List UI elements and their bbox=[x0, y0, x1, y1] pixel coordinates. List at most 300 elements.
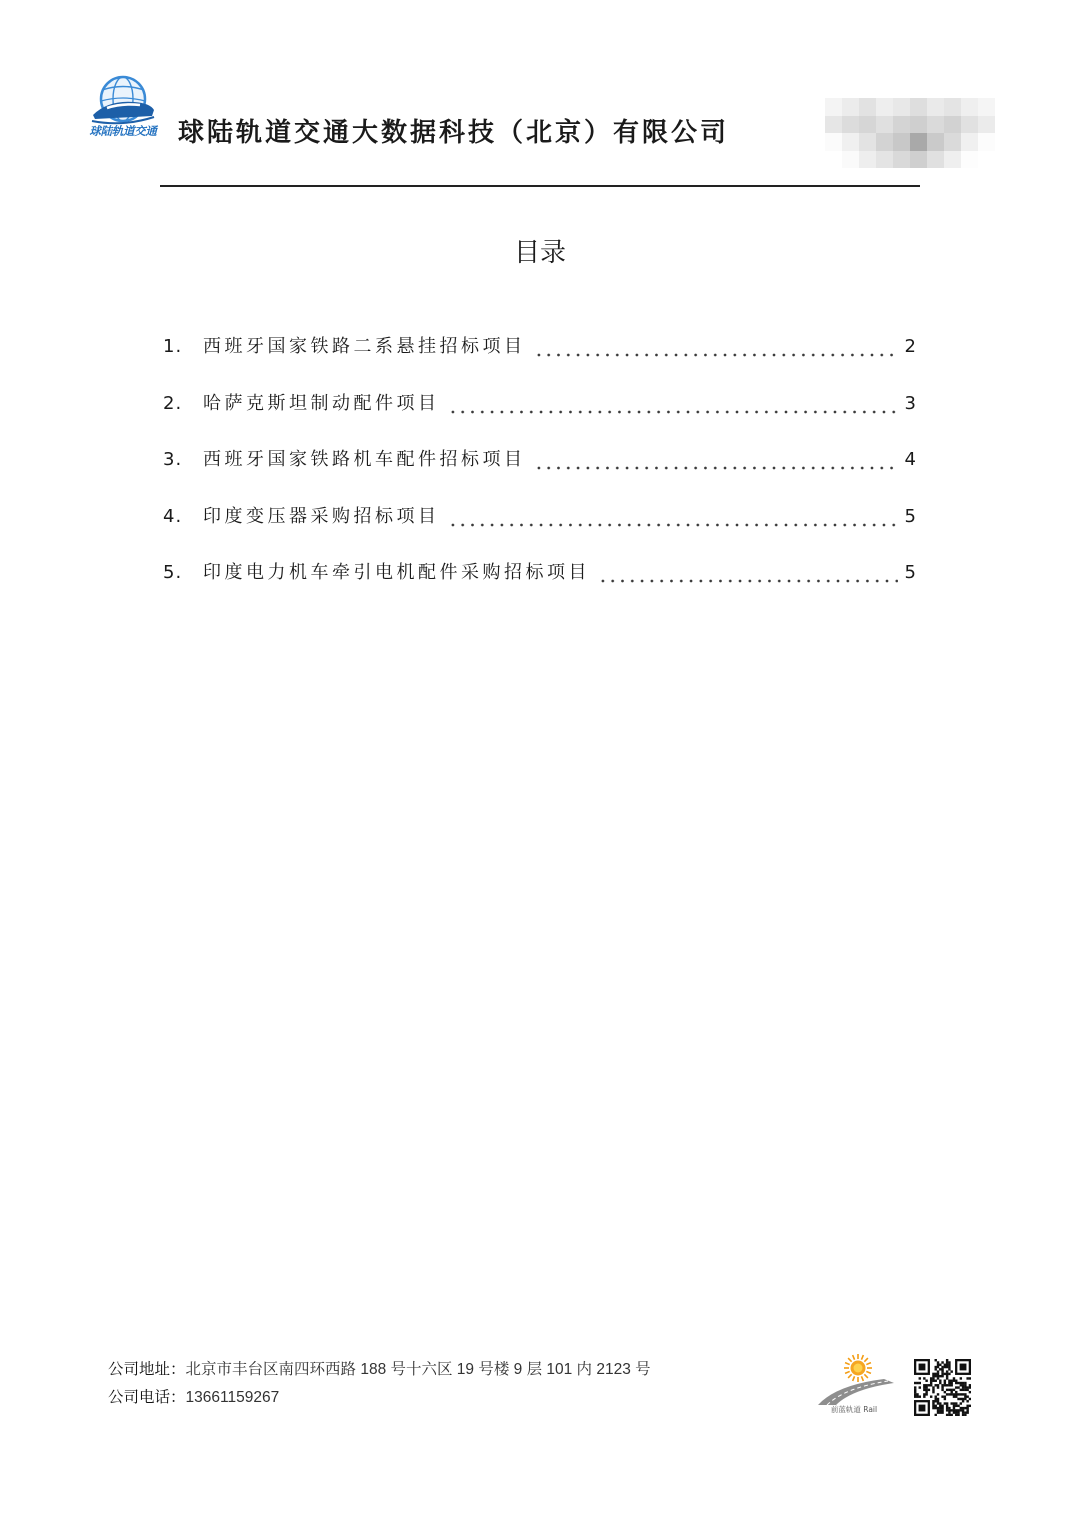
qr-module bbox=[941, 1361, 943, 1363]
mosaic-cell bbox=[910, 98, 927, 116]
sun-ray bbox=[866, 1371, 871, 1373]
qr-module bbox=[950, 1393, 952, 1395]
toc-entry-number: 1. bbox=[163, 336, 183, 357]
mosaic-cell bbox=[842, 151, 859, 169]
mosaic-cell bbox=[910, 133, 927, 151]
qr-module bbox=[969, 1391, 971, 1393]
qr-module bbox=[948, 1393, 950, 1395]
qr-module bbox=[914, 1395, 916, 1397]
toc-entry-number: 5. bbox=[163, 562, 183, 583]
qr-module bbox=[932, 1389, 934, 1391]
qr-module bbox=[960, 1402, 962, 1404]
qr-module bbox=[946, 1407, 948, 1409]
header-divider bbox=[160, 185, 920, 187]
qr-module bbox=[946, 1393, 948, 1395]
qr-module bbox=[919, 1364, 926, 1371]
qr-module bbox=[939, 1411, 941, 1413]
mosaic-cell bbox=[978, 133, 995, 151]
qr-module bbox=[960, 1407, 962, 1409]
toc-entry-number: 3. bbox=[163, 449, 183, 470]
qr-module bbox=[966, 1395, 968, 1397]
qr-module bbox=[946, 1389, 948, 1391]
partner-logo-caption: 前蓝轨道 Rail bbox=[830, 1405, 878, 1414]
qr-module bbox=[914, 1391, 916, 1393]
mosaic-cell bbox=[859, 98, 876, 116]
qr-module bbox=[955, 1386, 957, 1388]
qr-module bbox=[969, 1405, 971, 1407]
mosaic-cell bbox=[893, 116, 910, 134]
toc-entry[interactable] bbox=[163, 446, 916, 503]
sun-ray bbox=[853, 1376, 855, 1381]
mosaic-cell bbox=[927, 151, 944, 169]
toc-entry[interactable] bbox=[163, 559, 916, 616]
qr-module bbox=[964, 1384, 966, 1386]
qr-module bbox=[930, 1384, 932, 1386]
qr-module bbox=[957, 1411, 959, 1413]
qr-module bbox=[925, 1393, 927, 1395]
qr-module bbox=[957, 1405, 959, 1407]
mosaic-cell bbox=[876, 98, 893, 116]
sun-ray bbox=[864, 1358, 868, 1362]
mosaic-cell bbox=[825, 98, 842, 116]
qr-module bbox=[923, 1389, 925, 1391]
qr-module bbox=[964, 1411, 966, 1413]
mosaic-cell bbox=[961, 133, 978, 151]
qr-module bbox=[919, 1377, 921, 1379]
toc-list bbox=[163, 333, 916, 616]
qr-module bbox=[932, 1400, 934, 1402]
toc-entry[interactable] bbox=[163, 390, 916, 447]
toc-entry-number: 2. bbox=[163, 392, 183, 414]
qr-module bbox=[944, 1395, 946, 1397]
footer-address-line bbox=[108, 1356, 651, 1384]
qr-module bbox=[941, 1384, 943, 1386]
qr-module bbox=[966, 1377, 968, 1379]
qr-module bbox=[957, 1409, 959, 1411]
qr-module bbox=[953, 1405, 955, 1407]
qr-module bbox=[950, 1382, 952, 1384]
qr-module bbox=[955, 1380, 957, 1382]
qr-module bbox=[919, 1386, 921, 1388]
qr-module bbox=[937, 1384, 939, 1386]
qr-module bbox=[960, 1382, 962, 1384]
qr-module bbox=[955, 1411, 957, 1413]
sun-ray bbox=[848, 1374, 852, 1378]
qr-module bbox=[935, 1398, 937, 1400]
qr-module bbox=[966, 1389, 968, 1391]
sun-ray bbox=[853, 1355, 855, 1360]
qr-module bbox=[962, 1384, 964, 1386]
qr-module bbox=[932, 1380, 934, 1382]
qr-module bbox=[948, 1382, 950, 1384]
qr-module bbox=[957, 1393, 959, 1395]
qr-module bbox=[948, 1361, 950, 1363]
qr-module bbox=[953, 1409, 955, 1411]
qr-module bbox=[944, 1398, 946, 1400]
qr-module bbox=[932, 1402, 934, 1404]
qr-module bbox=[923, 1377, 925, 1379]
qr-module bbox=[935, 1366, 937, 1368]
qr-module bbox=[946, 1402, 948, 1404]
qr-module bbox=[946, 1377, 948, 1379]
qr-module bbox=[932, 1407, 934, 1409]
phone-value: 13661159267 bbox=[185, 1389, 280, 1406]
mosaic-cell bbox=[944, 98, 961, 116]
qr-module bbox=[950, 1384, 952, 1386]
toc-entry-title: 西班牙国家铁路二系悬挂招标项目 bbox=[203, 336, 526, 357]
logo-caption: 球陆轨道交通 bbox=[89, 124, 157, 138]
qr-module bbox=[953, 1407, 955, 1409]
qr-module bbox=[946, 1384, 948, 1386]
toc-entry-page: 5 bbox=[904, 562, 916, 583]
qr-module bbox=[916, 1395, 918, 1397]
qr-module bbox=[948, 1366, 950, 1368]
qr-module bbox=[957, 1398, 959, 1400]
qr-module bbox=[939, 1364, 941, 1366]
phone-label: 公司电话： bbox=[108, 1389, 186, 1406]
qr-module bbox=[962, 1386, 964, 1388]
sun-ray bbox=[848, 1358, 852, 1362]
qr-module bbox=[941, 1395, 943, 1397]
qr-module bbox=[950, 1414, 952, 1416]
qr-module bbox=[966, 1400, 968, 1402]
qr-module bbox=[925, 1389, 927, 1391]
mosaic-cell bbox=[910, 116, 927, 134]
toc-title: 目录 bbox=[513, 238, 566, 268]
qr-module bbox=[932, 1373, 934, 1375]
mosaic-cell bbox=[825, 151, 842, 169]
address-label: 公司地址： bbox=[108, 1361, 186, 1378]
qr-module bbox=[953, 1380, 955, 1382]
qr-module bbox=[962, 1389, 964, 1391]
qr-module bbox=[928, 1389, 930, 1391]
toc-dot-leader bbox=[534, 333, 898, 361]
qr-module bbox=[935, 1373, 937, 1375]
qr-module bbox=[969, 1384, 971, 1386]
qr-module bbox=[937, 1398, 939, 1400]
sun-ray bbox=[864, 1374, 868, 1378]
qr-module bbox=[960, 1398, 962, 1400]
mosaic-cell bbox=[859, 116, 876, 134]
qr-module bbox=[955, 1405, 957, 1407]
qr-module bbox=[941, 1386, 943, 1388]
qr-module bbox=[946, 1414, 948, 1416]
mosaic-cell bbox=[842, 133, 859, 151]
qr-module bbox=[946, 1375, 948, 1377]
qr-module bbox=[932, 1405, 934, 1407]
qr-module bbox=[930, 1377, 932, 1379]
qr-module bbox=[944, 1373, 946, 1375]
mosaic-cell bbox=[825, 133, 842, 151]
qr-module bbox=[941, 1407, 943, 1409]
mosaic-cell bbox=[978, 98, 995, 116]
qr-module bbox=[941, 1389, 943, 1391]
mosaic-cell bbox=[842, 116, 859, 134]
qr-module bbox=[953, 1389, 955, 1391]
qr-module bbox=[937, 1361, 939, 1363]
qr-module bbox=[948, 1409, 950, 1411]
qr-module bbox=[935, 1407, 937, 1409]
qr-module bbox=[944, 1366, 946, 1368]
qr-module bbox=[914, 1389, 916, 1391]
qr-module bbox=[944, 1382, 946, 1384]
mosaic-cell bbox=[961, 98, 978, 116]
qr-module bbox=[935, 1395, 937, 1397]
qr-module bbox=[935, 1414, 937, 1416]
toc-entry-page: 2 bbox=[904, 336, 916, 357]
qr-module bbox=[948, 1411, 950, 1413]
qr-module bbox=[923, 1393, 925, 1395]
qr-module bbox=[948, 1364, 950, 1366]
mosaic-cell bbox=[978, 151, 995, 169]
qr-module bbox=[939, 1405, 941, 1407]
qr-module bbox=[941, 1375, 943, 1377]
mosaic-cell bbox=[859, 133, 876, 151]
qr-module bbox=[914, 1386, 916, 1388]
qr-module bbox=[957, 1386, 959, 1388]
mosaic-cell bbox=[944, 116, 961, 134]
toc-dot-leader bbox=[448, 390, 898, 418]
toc-entry-page: 4 bbox=[904, 449, 916, 470]
qr-module bbox=[964, 1382, 966, 1384]
mosaic-cell bbox=[893, 98, 910, 116]
qr-module bbox=[919, 1405, 926, 1412]
qr-module bbox=[948, 1389, 950, 1391]
qr-module bbox=[948, 1373, 950, 1375]
sun-ray bbox=[861, 1355, 863, 1360]
qr-module bbox=[937, 1375, 939, 1377]
qr-module bbox=[953, 1411, 955, 1413]
mosaic-cell bbox=[825, 116, 842, 134]
mosaic-cell bbox=[893, 133, 910, 151]
mosaic-cell bbox=[978, 116, 995, 134]
qr-module bbox=[955, 1409, 957, 1411]
qr-module bbox=[955, 1382, 957, 1384]
qr-module bbox=[964, 1414, 966, 1416]
qr-module bbox=[946, 1359, 948, 1361]
qr-module bbox=[962, 1398, 964, 1400]
qr-module bbox=[946, 1405, 948, 1407]
mosaic-cell bbox=[859, 151, 876, 169]
qr-module bbox=[960, 1409, 962, 1411]
qr-module bbox=[964, 1393, 966, 1395]
qr-module bbox=[937, 1377, 939, 1379]
qr-module bbox=[925, 1384, 927, 1386]
qr-module bbox=[941, 1411, 943, 1413]
address-value: 北京市丰台区南四环西路 188 号十六区 19 号楼 9 层 101 内 2123 号 bbox=[185, 1361, 651, 1378]
qr-module bbox=[966, 1386, 968, 1388]
qr-module bbox=[953, 1393, 955, 1395]
mosaic-cell bbox=[876, 151, 893, 169]
qr-module bbox=[923, 1384, 925, 1386]
qr-module bbox=[964, 1389, 966, 1391]
toc-dot-leader bbox=[448, 503, 898, 531]
qr-module bbox=[935, 1368, 937, 1370]
toc-entry-title: 印度变压器采购招标项目 bbox=[203, 505, 440, 527]
qr-module bbox=[969, 1377, 971, 1379]
qr-module bbox=[937, 1364, 939, 1366]
qr-module bbox=[944, 1402, 946, 1404]
qr-module bbox=[950, 1389, 952, 1391]
qr-module bbox=[941, 1405, 943, 1407]
qr-module bbox=[950, 1409, 952, 1411]
qr-module bbox=[939, 1368, 941, 1370]
qr-module bbox=[950, 1370, 952, 1372]
qr-module bbox=[962, 1393, 964, 1395]
qr-module bbox=[948, 1407, 950, 1409]
qr-module bbox=[960, 1393, 962, 1395]
partner-logo bbox=[812, 1353, 896, 1419]
qr-module bbox=[937, 1400, 939, 1402]
qr-module bbox=[966, 1409, 968, 1411]
qr-module bbox=[964, 1386, 966, 1388]
footer-contact bbox=[108, 1356, 651, 1412]
sun-road-icon bbox=[812, 1353, 896, 1405]
qr-module bbox=[939, 1402, 941, 1404]
qr-module bbox=[962, 1409, 964, 1411]
toc-dot-leader bbox=[534, 446, 898, 474]
qr-module bbox=[937, 1366, 939, 1368]
mosaic-cell bbox=[944, 133, 961, 151]
qr-module bbox=[937, 1393, 939, 1395]
qr-module bbox=[962, 1400, 964, 1402]
company-logo bbox=[84, 74, 162, 144]
qr-module bbox=[925, 1386, 927, 1388]
qr-module bbox=[946, 1373, 948, 1375]
qr-module bbox=[966, 1405, 968, 1407]
qr-module bbox=[935, 1375, 937, 1377]
qr-module bbox=[950, 1391, 952, 1393]
qr-module bbox=[937, 1386, 939, 1388]
qr-module bbox=[946, 1361, 948, 1363]
qr-module bbox=[935, 1359, 937, 1361]
toc-entry[interactable] bbox=[163, 503, 916, 560]
footer-phone-line bbox=[108, 1384, 651, 1412]
mosaic-cell bbox=[876, 133, 893, 151]
qr-module bbox=[928, 1384, 930, 1386]
qr-module bbox=[914, 1382, 916, 1384]
mosaic-cell bbox=[961, 116, 978, 134]
globe-train-icon bbox=[90, 74, 156, 126]
qr-module bbox=[953, 1395, 955, 1397]
mosaic-cell bbox=[944, 151, 961, 169]
qr-module bbox=[964, 1395, 966, 1397]
qr-module bbox=[939, 1380, 941, 1382]
mosaic-cell bbox=[910, 151, 927, 169]
qr-module bbox=[962, 1382, 964, 1384]
toc-entry[interactable] bbox=[163, 333, 916, 390]
qr-module bbox=[935, 1384, 937, 1386]
qr-module bbox=[953, 1377, 955, 1379]
mosaic-cell bbox=[842, 98, 859, 116]
qr-module bbox=[941, 1366, 943, 1368]
sun-ray bbox=[845, 1363, 850, 1365]
sun-ray bbox=[845, 1371, 850, 1373]
qr-module bbox=[930, 1382, 932, 1384]
qr-module bbox=[969, 1398, 971, 1400]
qr-module bbox=[948, 1380, 950, 1382]
qr-module bbox=[937, 1411, 939, 1413]
qr-module bbox=[948, 1414, 950, 1416]
qr-module bbox=[941, 1368, 943, 1370]
qr-module bbox=[946, 1364, 948, 1366]
qr-module bbox=[939, 1409, 941, 1411]
qr-module bbox=[937, 1373, 939, 1375]
qr-module bbox=[935, 1405, 937, 1407]
qr-module bbox=[937, 1407, 939, 1409]
company-name: 球陆轨道交通大数据科技（北京）有限公司 bbox=[178, 118, 730, 148]
toc-dot-leader bbox=[598, 559, 898, 587]
qr-module bbox=[939, 1407, 941, 1409]
qr-module bbox=[957, 1382, 959, 1384]
qr-module bbox=[957, 1414, 959, 1416]
qr-module bbox=[944, 1364, 946, 1366]
redacted-mosaic bbox=[825, 98, 995, 168]
qr-module bbox=[964, 1398, 966, 1400]
qr-module bbox=[916, 1382, 918, 1384]
mosaic-cell bbox=[927, 133, 944, 151]
qr-module bbox=[923, 1395, 925, 1397]
qr-module bbox=[960, 1377, 962, 1379]
qr-module bbox=[932, 1386, 934, 1388]
qr-module bbox=[962, 1407, 964, 1409]
qr-module bbox=[950, 1380, 952, 1382]
qr-module bbox=[941, 1373, 943, 1375]
qr-module bbox=[960, 1364, 967, 1371]
qr-module bbox=[955, 1393, 957, 1395]
qr-module bbox=[953, 1402, 955, 1404]
qr-module bbox=[914, 1393, 916, 1395]
qr-module bbox=[950, 1402, 952, 1404]
qr-module bbox=[964, 1407, 966, 1409]
qr-code bbox=[914, 1359, 971, 1416]
qr-module bbox=[946, 1366, 948, 1368]
qr-module bbox=[969, 1386, 971, 1388]
qr-module bbox=[955, 1402, 957, 1404]
sun-ray bbox=[861, 1376, 863, 1381]
sun-ray bbox=[866, 1363, 871, 1365]
qr-module bbox=[944, 1391, 946, 1393]
mosaic-cell bbox=[927, 98, 944, 116]
toc-entry-number: 4. bbox=[163, 505, 183, 527]
mosaic-cell bbox=[927, 116, 944, 134]
qr-module bbox=[966, 1411, 968, 1413]
qr-module bbox=[932, 1377, 934, 1379]
qr-module bbox=[939, 1382, 941, 1384]
qr-module bbox=[925, 1380, 927, 1382]
qr-module bbox=[919, 1395, 921, 1397]
qr-module bbox=[944, 1380, 946, 1382]
mosaic-cell bbox=[876, 116, 893, 134]
qr-module bbox=[916, 1393, 918, 1395]
qr-module bbox=[925, 1391, 927, 1393]
qr-module bbox=[962, 1414, 964, 1416]
qr-module bbox=[930, 1380, 932, 1382]
qr-module bbox=[932, 1375, 934, 1377]
mosaic-cell bbox=[961, 151, 978, 169]
qr-module bbox=[935, 1400, 937, 1402]
qr-module bbox=[955, 1391, 957, 1393]
qr-module bbox=[948, 1384, 950, 1386]
toc-entry-title: 西班牙国家铁路机车配件招标项目 bbox=[203, 449, 526, 470]
toc-entry-page: 3 bbox=[904, 392, 916, 414]
qr-module bbox=[960, 1384, 962, 1386]
qr-module bbox=[944, 1384, 946, 1386]
qr-module bbox=[932, 1391, 934, 1393]
qr-module bbox=[941, 1409, 943, 1411]
qr-module bbox=[962, 1411, 964, 1413]
mosaic-cell bbox=[893, 151, 910, 169]
